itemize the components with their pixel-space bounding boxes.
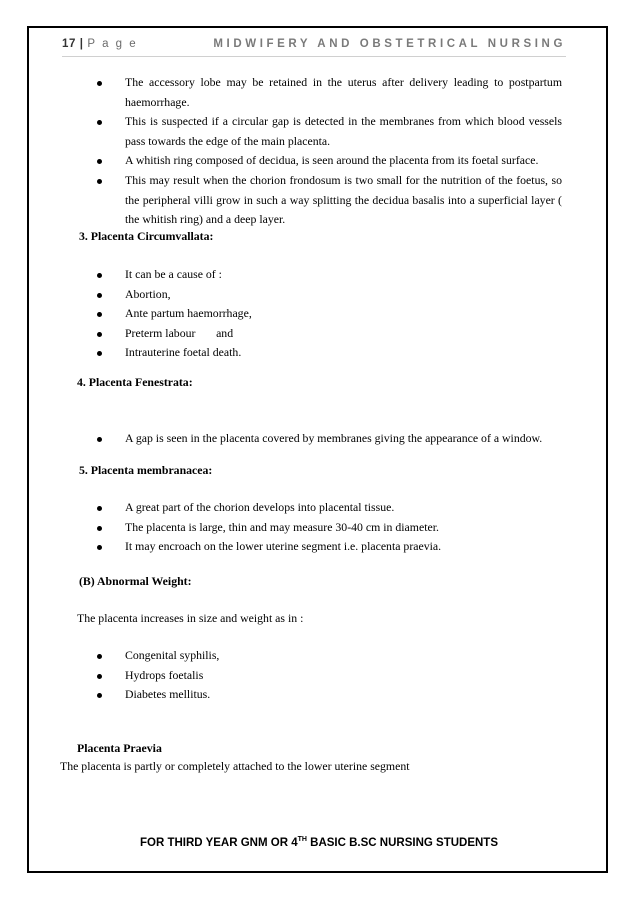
page-footer: FOR THIRD YEAR GNM OR 4TH BASIC B.SC NURSING STUDENTS — [140, 836, 498, 849]
membranacea-list — [90, 498, 562, 557]
heading-circumvallata: 3. Placenta Circumvallata: — [79, 229, 214, 243]
list-item: The placenta is large, thin and may measure 30-40 cm in diameter. — [90, 518, 562, 538]
accessory-lobe-list — [90, 73, 562, 230]
list-item: Ante partum haemorrhage, — [90, 304, 562, 324]
list-item: Intrauterine foetal death. — [90, 343, 562, 363]
abnormal-weight-intro: The placenta increases in size and weight as in : — [77, 611, 304, 625]
heading-placenta-praevia: Placenta Praevia — [77, 741, 162, 755]
list-item: A great part of the chorion develops into placental tissue. — [90, 498, 562, 518]
list-item: This may result when the chorion frondosum is two small for the nutrition of the foetus, so the peripheral villi grow in such a way splitting the decidua basalis into a superficial layer ( the whitish ring) and a deep layer. — [90, 171, 562, 230]
abnormal-weight-list — [90, 646, 562, 705]
page-number: 17 | P a g e — [62, 38, 138, 50]
list-item: It may encroach on the lower uterine segment i.e. placenta praevia. — [90, 537, 562, 557]
list-item: Abortion, — [90, 285, 562, 305]
heading-abnormal-weight: (B) Abnormal Weight: — [79, 574, 192, 588]
list-item: Diabetes mellitus. — [90, 685, 562, 705]
list-item: Preterm labour and — [90, 324, 562, 344]
list-item: A whitish ring composed of decidua, is seen around the placenta from its foetal surface. — [90, 151, 562, 171]
page-header — [62, 38, 566, 57]
list-item: A gap is seen in the placenta covered by membranes giving the appearance of a window. — [90, 429, 562, 449]
list-item: Congenital syphilis, — [90, 646, 562, 666]
list-item: It can be a cause of : — [90, 265, 562, 285]
fenestrata-list — [90, 429, 562, 449]
placenta-praevia-text: The placenta is partly or completely attached to the lower uterine segment — [60, 759, 410, 773]
list-item: Hydrops foetalis — [90, 666, 562, 686]
heading-fenestrata: 4. Placenta Fenestrata: — [77, 375, 193, 389]
heading-membranacea: 5. Placenta membranacea: — [79, 463, 213, 477]
list-item: This is suspected if a circular gap is detected in the membranes from which blood vessels pass towards the edge of the main placenta. — [90, 112, 562, 151]
circumvallata-list — [90, 265, 562, 363]
running-title: MIDWIFERY AND OBSTETRICAL NURSING — [213, 38, 566, 50]
list-item: The accessory lobe may be retained in the uterus after delivery leading to postpartum haemorrhage. — [90, 73, 562, 112]
